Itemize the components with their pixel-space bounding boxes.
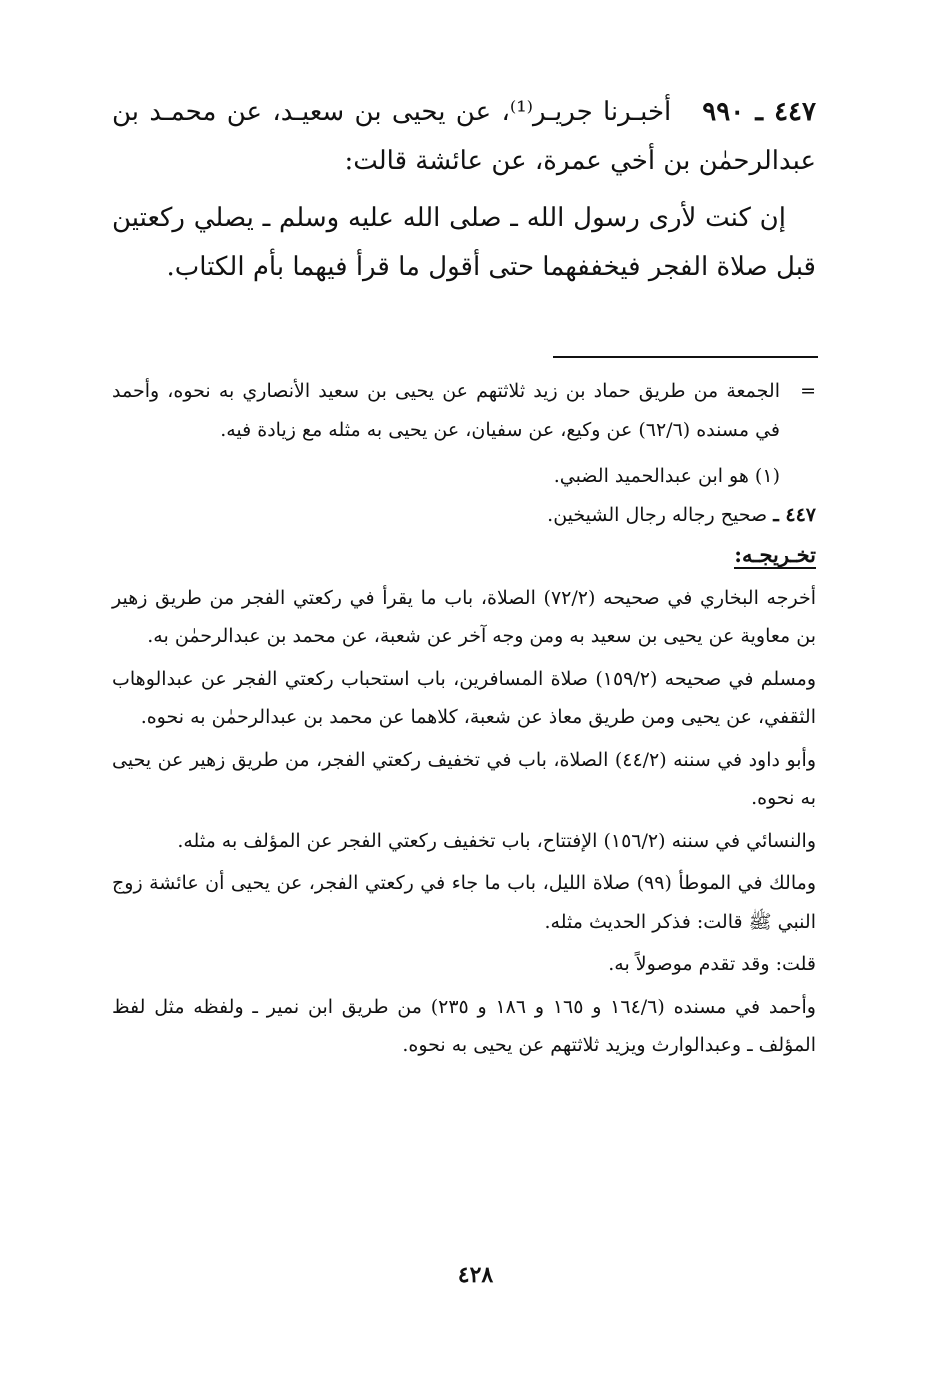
hadith-isnad-paragraph [112,88,816,186]
takhrij-source: وأحمد في مسنده (١٦٤/٦ و ١٦٥ و ١٨٦ و ٢٣٥) من طريق ابن نمير ـ ولفظه مثل لفظ المؤلف ـ وعبدالوارث ويزيد ثلاثتهم عن يحيى به نحوه. [112,995,816,1056]
hadith-isnad: أخبـرنا جريـر⁽¹⁾، عن يحيى بن سعيـد، عن محمـد بن عبدالرحمٰن بن أخي عمرة، عن عائشة قالت: [112,97,816,176]
takhrij-source: والنسائي في سننه (١٥٦/٢) الإفتتاح، باب تخفيف ركعتي الفجر عن المؤلف به مثله. [177,829,816,852]
continuation-text: الجمعة من طريق حماد بن زيد ثلاثتهم عن يحيى بن سعيد الأنصاري به نحوه، وأحمد في مسنده (٦٢/٦) عن وكيع، عن سفيان، عن يحيى به مثله مع زيادة فيه. [112,380,780,441]
footnote-separator [553,356,818,358]
takhrij-source: وأبو داود في سننه (٤٤/٢) الصلاة، باب في تخفيف ركعتي الفجر، من طريق زهير عن يحيى به نحوه. [112,748,817,809]
footnote-1: (١) هو ابن عبدالحميد الضبي. [553,465,780,487]
hadith-matn: إن كنت لأرى رسول الله ـ صلى الله عليه وسلم ـ يصلي ركعتين قبل صلاة الفجر فيخففهما حتى أقول ما قرأ فيهما بأم الكتاب. [112,203,816,282]
takhrij-title: تخـريجـه: [734,542,816,567]
footnote-447 [112,496,816,535]
takhrij-source: ومسلم في صحيحه (١٥٩/٢) صلاة المسافرين، باب استحباب ركعتي الفجر عن عبدالوهاب الثقفي، عن يحيى ومن طريق معاذ عن شعبة، كلاهما عن محمد بن عبدالرحمٰن به نحوه. [112,667,816,728]
page-number: ٤٢٨ [457,1262,494,1288]
continuation-marker: = [800,380,816,402]
takhrij-source: ومالك في الموطأ (٩٩) صلاة الليل، باب ما جاء في ركعتي الفجر، عن يحيى أن عائشة زوج النبي ﷺ قالت: فذكر الحديث مثله. [112,872,816,933]
takhrij-source: قلت: وقد تقدم موصولاً به. [608,953,816,975]
footnote-continuation [112,372,816,449]
takhrij-source: أخرجه البخاري في صحيحه (٧٢/٢) الصلاة، باب ما يقرأ في ركعتي الفجر من طريق زهير بن معاوية عن يحيى بن سعيد به ومن وجه آخر عن شعبة، عن محمد بن عبدالرحمٰن به. [112,586,816,647]
hadith-number: ٤٤٧ ـ ٩٩٠ [702,97,816,127]
hadith-block [112,88,816,292]
footnotes-block [112,372,816,1065]
footnote-447-text: صحيح رجاله رجال الشيخين. [547,503,768,526]
takhrij-heading [112,536,816,575]
footnote-447-number: ٤٤٧ ـ [773,503,816,526]
